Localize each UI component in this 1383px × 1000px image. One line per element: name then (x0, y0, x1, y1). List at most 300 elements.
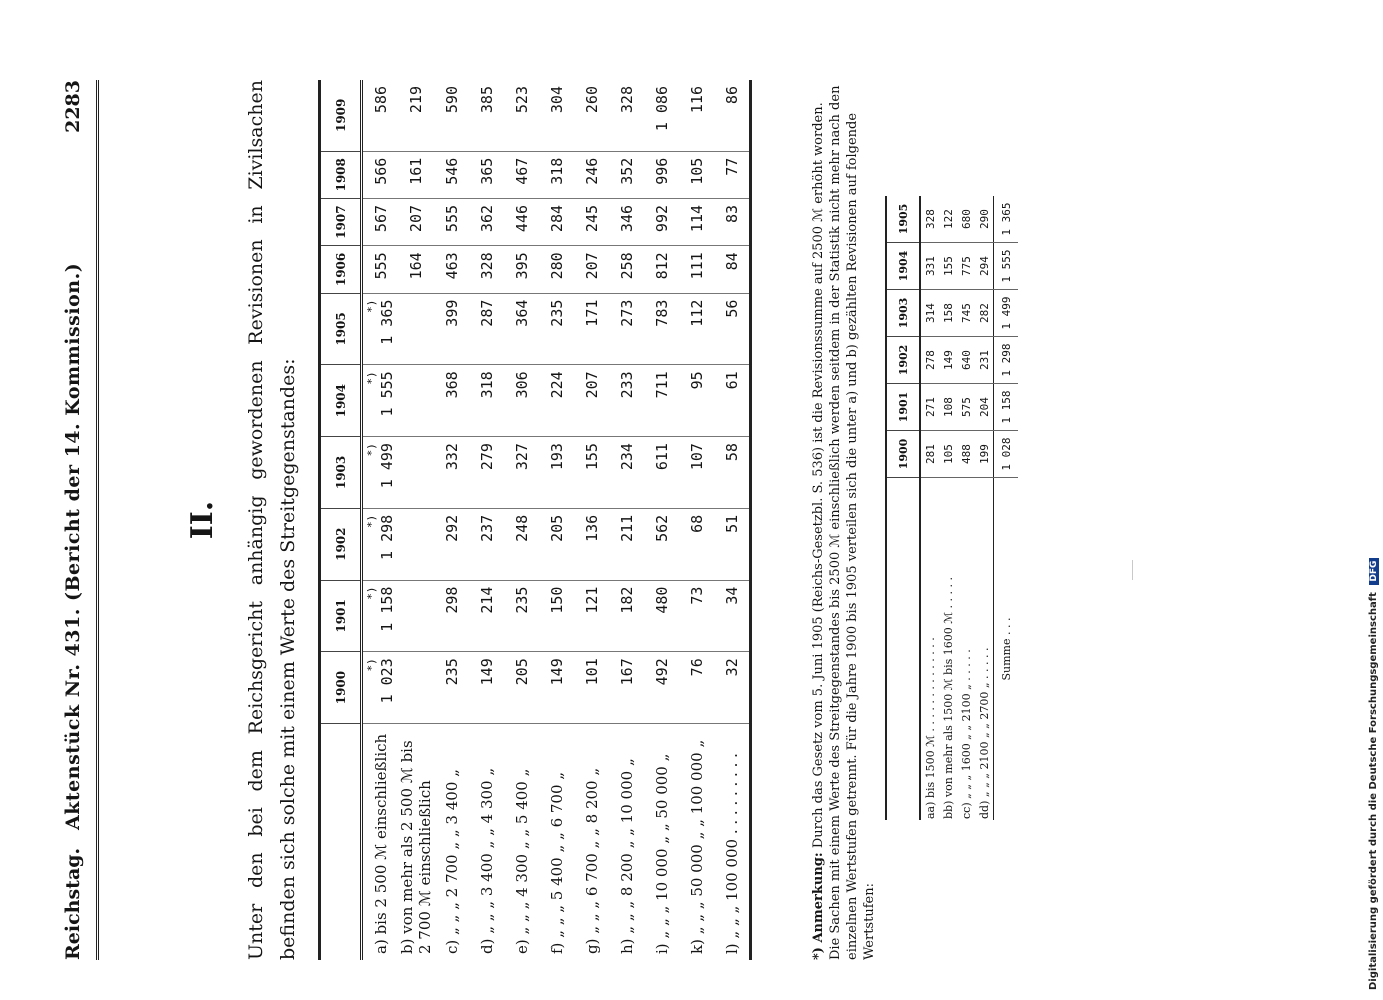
cell-value: 211 (617, 514, 636, 542)
cell-value: 279 (477, 443, 496, 471)
table-cell (574, 508, 609, 580)
table-row (679, 80, 714, 960)
table-cell: 105 (939, 431, 957, 478)
table-cell (398, 580, 434, 652)
row-label: g) „ „ „ 6 700 „ „ 8 200 „ (582, 767, 601, 954)
table-cell (574, 365, 609, 437)
row-label: bb) von mehr als 1500 ℳ bis 1600 ℳ . . . . . (941, 577, 955, 819)
cell-value: 783 (652, 299, 671, 327)
table-cell (609, 580, 644, 652)
cell-value: 1 086 (652, 86, 671, 132)
table-cell (539, 508, 574, 580)
cell-value: 365 (477, 157, 496, 185)
cell-value: 205 (512, 658, 531, 686)
table-cell (714, 246, 751, 293)
cell-value: 61 (722, 371, 741, 390)
cell-value: 237 (477, 514, 496, 542)
table-cell (469, 293, 504, 365)
cell-value: 101 (582, 658, 601, 686)
dfg-badge: DFG (1369, 558, 1379, 585)
table-cell (504, 80, 539, 151)
table-cell: 328 (920, 196, 939, 243)
table-cell (398, 246, 434, 293)
table-cell (469, 437, 504, 509)
cell-value: 362 (477, 204, 496, 233)
rotated-sheet (40, 80, 1070, 960)
cell-value: 304 (547, 86, 566, 114)
row-label: h) „ „ „ 8 200 „ „ 10 000 „ (617, 758, 636, 954)
table-cell (714, 365, 751, 437)
cell-value: 284 (547, 204, 566, 233)
section-intro: Unter den bei dem Reichsgericht anhängig gewordenen Revisionen in Zivilsachen befinden sich solche mit einem Werte des Streitgegenstandes: (245, 80, 299, 960)
cell-value: 562 (652, 514, 671, 542)
year-header: 1903 (320, 437, 362, 509)
cell-value: 492 (652, 658, 671, 686)
table-cell (574, 80, 609, 151)
cell-value: 318 (547, 157, 566, 185)
table-cell (574, 293, 609, 365)
year-header: 1905 (320, 293, 362, 365)
cell-value: 555 (371, 252, 390, 280)
table-cell (539, 80, 574, 151)
table-cell (539, 198, 574, 245)
table-cell: 122 (939, 196, 957, 243)
year-header: 1902 (886, 337, 920, 384)
sum-cell: 1 158 (994, 384, 1019, 431)
table-cell (644, 80, 679, 151)
table-cell (644, 652, 679, 724)
cell-value: 332 (442, 443, 461, 471)
table-cell (469, 198, 504, 245)
cell-value: 245 (582, 204, 601, 233)
table-cell (362, 580, 399, 652)
table-cell: 575 (957, 384, 975, 431)
year-header: 1904 (320, 365, 362, 437)
row-label: d) „ „ „ 3 400 „ „ 4 300 „ (477, 767, 496, 954)
sum-cell: 1 298 (994, 337, 1019, 384)
table-cell (539, 437, 574, 509)
year-header: 1905 (886, 196, 920, 243)
table-cell (539, 652, 574, 724)
table-cell (539, 246, 574, 293)
table-cell: 640 (957, 337, 975, 384)
cell-value: 116 (687, 86, 706, 114)
table-cell (504, 246, 539, 293)
table-row (574, 80, 609, 960)
table-cell (644, 246, 679, 293)
cell-value: 260 (582, 86, 601, 114)
cell-value: 1 298 (377, 514, 396, 560)
cell-value: 219 (407, 86, 425, 114)
table-cell (434, 198, 469, 245)
cell-value: 992 (652, 204, 671, 233)
value-bands-table (885, 196, 1018, 820)
table-cell (609, 246, 644, 293)
cell-value: 68 (687, 514, 706, 533)
table-row (434, 80, 469, 960)
table-cell (434, 580, 469, 652)
cell-value: 105 (687, 157, 706, 185)
table-cell (398, 652, 434, 724)
cell-value: 280 (547, 252, 566, 280)
year-header: 1909 (320, 80, 362, 151)
scan-mark (1132, 560, 1133, 580)
table-cell (574, 437, 609, 509)
table-cell (714, 580, 751, 652)
cell-value: 395 (512, 252, 531, 280)
table-cell: 680 (957, 196, 975, 243)
table-cell (362, 508, 399, 580)
table-cell (539, 293, 574, 365)
sum-cell: 1 028 (994, 431, 1019, 478)
table-cell (714, 437, 751, 509)
table-cell (539, 365, 574, 437)
table-cell (644, 293, 679, 365)
cell-value: 258 (617, 252, 636, 280)
table-cell: 149 (939, 337, 957, 384)
table-cell: 331 (920, 243, 939, 290)
table-cell (362, 437, 399, 509)
row-label: aa) bis 1500 ℳ . . . . . . . . . . . . . . (923, 637, 937, 819)
cell-value: 86 (722, 86, 741, 105)
table-cell (679, 151, 714, 198)
table-cell: 204 (975, 384, 994, 431)
cell-value: 149 (477, 658, 496, 686)
table-cell (609, 437, 644, 509)
table-cell (574, 580, 609, 652)
table-cell: 231 (975, 337, 994, 384)
row-label: cc) „ „ „ 1600 „ „ 2100 „ . . . . . (959, 649, 973, 819)
table-cell: 488 (957, 431, 975, 478)
table-cell (504, 508, 539, 580)
table-cell (469, 151, 504, 198)
row-label: l) „ „ „ 100 000 . . . . . . . . . (714, 724, 751, 961)
cell-value: 112 (687, 299, 706, 327)
table-cell (504, 652, 539, 724)
cell-value: 586 (371, 86, 390, 114)
footnote-star: *) (364, 658, 378, 672)
table-corner (320, 724, 362, 961)
table-cell (609, 652, 644, 724)
table-cell (644, 151, 679, 198)
table-cell (398, 80, 434, 151)
table-row (975, 196, 994, 820)
table-cell (714, 151, 751, 198)
cell-value: 84 (722, 252, 741, 271)
footnote-star: *) (364, 443, 378, 457)
dfg-credit (1368, 558, 1379, 990)
footnote-star: *) (364, 514, 378, 529)
cell-value: 111 (687, 252, 706, 280)
cell-value: 306 (512, 371, 531, 399)
cell-value: 590 (442, 86, 461, 114)
year-header: 1900 (320, 652, 362, 724)
table-cell (644, 580, 679, 652)
row-label: b) von mehr als 2 500 ℳ bis 2 700 ℳ einschließlich (398, 740, 434, 954)
cell-value: 1 365 (377, 299, 396, 345)
row-label: dd) „ „ „ 2100 „ „ 2700 „ . . . . . (977, 647, 991, 819)
table-cell (644, 508, 679, 580)
cell-value: 167 (617, 658, 636, 686)
table-cell (504, 365, 539, 437)
cell-value: 273 (617, 299, 636, 327)
table-cell (539, 151, 574, 198)
table-cell: 314 (920, 290, 939, 337)
cell-value: 327 (512, 443, 531, 471)
table-cell (644, 198, 679, 245)
table-row (939, 196, 957, 820)
table-cell (398, 198, 434, 245)
year-header: 1900 (886, 431, 920, 478)
cell-value: 1 499 (377, 443, 396, 489)
table-cell (434, 652, 469, 724)
sum-cell: 1 499 (994, 290, 1019, 337)
table-cell: 158 (939, 290, 957, 337)
cell-value: 34 (722, 586, 741, 605)
table-body (362, 80, 751, 960)
section-number: II. (185, 500, 220, 540)
table-cell (469, 246, 504, 293)
cell-value: 328 (617, 86, 636, 114)
table-cell: 290 (975, 196, 994, 243)
table-cell (574, 652, 609, 724)
table-cell: 282 (975, 290, 994, 337)
cell-value: 235 (512, 586, 531, 614)
cell-value: 246 (582, 157, 601, 185)
table-cell (434, 151, 469, 198)
cell-value: 233 (617, 371, 636, 399)
cell-value: 121 (582, 586, 601, 614)
table-cell: 199 (975, 431, 994, 478)
cell-value: 567 (371, 204, 390, 233)
cell-value: 1 158 (377, 586, 396, 632)
table-cell (434, 437, 469, 509)
table-cell (362, 246, 399, 293)
cell-value: 399 (442, 299, 461, 327)
table-cell (609, 151, 644, 198)
cell-value: 523 (512, 86, 531, 114)
cell-value: 1 555 (377, 371, 396, 417)
small-table-header-row (886, 196, 920, 820)
cell-value: 171 (582, 299, 601, 327)
footnote-star: *) (364, 299, 378, 313)
table-cell (434, 508, 469, 580)
table-cell (609, 198, 644, 245)
table-cell: 281 (920, 431, 939, 478)
table-cell (504, 580, 539, 652)
table-cell (609, 508, 644, 580)
year-header: 1904 (886, 243, 920, 290)
table-cell (644, 437, 679, 509)
cell-value: 298 (442, 586, 461, 614)
table-cell (362, 293, 399, 365)
table-cell (469, 652, 504, 724)
table-cell (434, 365, 469, 437)
table-cell (714, 652, 751, 724)
cell-value: 287 (477, 299, 496, 327)
table-row (398, 80, 434, 960)
table-cell: 155 (939, 243, 957, 290)
cell-value: 248 (512, 514, 531, 542)
cell-value: 292 (442, 514, 461, 542)
table-cell (469, 80, 504, 151)
table-cell (539, 580, 574, 652)
cell-value: 214 (477, 586, 496, 614)
table-cell (362, 652, 399, 724)
cell-value: 182 (617, 586, 636, 614)
table-cell (679, 508, 714, 580)
footnote-text: Durch das Gesetz vom 5. Juni 1905 (Reichs-Gesetzbl. S. 536) ist die Revisionssumme auf 2500 ℳ erhöht worden. Die Sachen mit einem Werte des Streitgegenstandes bis 2500 ℳ einschließlich werden seitdem in der Statistik nicht mehr nach den einzelnen Wertstufen getrennt. Für die Jahre 1900 bis 1905 verteilen sich die unter a) und b) gezählten Revisionen auf folgende Wertstufen: (811, 85, 877, 960)
table-row (920, 196, 939, 820)
header-left: Reichstag. (62, 847, 84, 960)
table-cell (574, 198, 609, 245)
table-cell (679, 580, 714, 652)
table-cell (609, 80, 644, 151)
table-cell: 278 (920, 337, 939, 384)
row-label: i) „ „ „ 10 000 „ „ 50 000 „ (652, 753, 671, 954)
cell-value: 566 (371, 157, 390, 185)
table-cell (679, 246, 714, 293)
table-cell (609, 293, 644, 365)
cell-value: 58 (722, 443, 741, 462)
table-cell (679, 437, 714, 509)
cell-value: 207 (407, 204, 425, 233)
cell-value: 76 (687, 658, 706, 677)
table-cell (434, 80, 469, 151)
cell-value: 235 (442, 658, 461, 686)
table-row (362, 80, 399, 960)
table-row (469, 80, 504, 960)
credit-text: Digitalisierung gefördert durch die Deutsche Forschungsgemeinschaft (1368, 592, 1379, 990)
table-row (539, 80, 574, 960)
cell-value: 364 (512, 299, 531, 327)
table-cell (398, 437, 434, 509)
table-cell (362, 151, 399, 198)
year-header: 1908 (320, 151, 362, 198)
table-cell: 745 (957, 290, 975, 337)
table-cell (504, 293, 539, 365)
cell-value: 161 (407, 157, 425, 185)
table-cell (469, 508, 504, 580)
table-row (644, 80, 679, 960)
cell-value: 812 (652, 252, 671, 280)
cell-value: 1 023 (377, 658, 396, 704)
table-cell (679, 652, 714, 724)
table-cell (434, 246, 469, 293)
table-cell (434, 293, 469, 365)
footnote-star: *) (364, 586, 378, 600)
page-number: 2283 (62, 80, 84, 133)
cell-value: 555 (442, 204, 461, 233)
cell-value: 346 (617, 204, 636, 233)
cell-value: 207 (582, 252, 601, 280)
table-cell (714, 508, 751, 580)
table-cell: 271 (920, 384, 939, 431)
cell-value: 235 (547, 299, 566, 327)
row-label: f) „ „ „ 5 400 „ „ 6 700 „ (547, 771, 566, 954)
table-cell (574, 246, 609, 293)
cell-value: 107 (687, 443, 706, 471)
table-cell (362, 80, 399, 151)
table-row (504, 80, 539, 960)
cell-value: 51 (722, 514, 741, 533)
page-header (60, 80, 94, 960)
footnote-star: *) (364, 371, 378, 385)
year-header: 1901 (320, 580, 362, 652)
table-row (714, 80, 751, 960)
table-cell (679, 80, 714, 151)
cell-value: 207 (582, 371, 601, 399)
header-title: Aktenstück Nr. 431. (Bericht der 14. Kommission.) (62, 262, 84, 830)
cell-value: 95 (687, 371, 706, 390)
table-cell (679, 365, 714, 437)
table-cell (398, 508, 434, 580)
table-cell (398, 151, 434, 198)
footnote-marker: *) Anmerkung: (811, 852, 826, 960)
cell-value: 193 (547, 443, 566, 471)
table-cell (504, 437, 539, 509)
cell-value: 467 (512, 157, 531, 185)
small-table-corner (886, 478, 920, 821)
cell-value: 611 (652, 443, 671, 471)
small-table-body (920, 196, 1018, 820)
table-cell (398, 365, 434, 437)
cell-value: 77 (722, 157, 741, 176)
cell-value: 480 (652, 586, 671, 614)
table-cell: 294 (975, 243, 994, 290)
table-row (957, 196, 975, 820)
revisions-table (318, 80, 752, 960)
sum-label: Summe . . . (994, 478, 1019, 821)
cell-value: 446 (512, 204, 531, 233)
table-cell (469, 580, 504, 652)
cell-value: 463 (442, 252, 461, 280)
cell-value: 368 (442, 371, 461, 399)
cell-value: 150 (547, 586, 566, 614)
cell-value: 73 (687, 586, 706, 605)
cell-value: 352 (617, 157, 636, 185)
cell-value: 711 (652, 371, 671, 399)
table-cell (362, 365, 399, 437)
table-cell (504, 198, 539, 245)
footnote (810, 80, 878, 960)
cell-value: 114 (687, 204, 706, 233)
table-cell (644, 365, 679, 437)
table-cell (504, 151, 539, 198)
year-header: 1902 (320, 508, 362, 580)
table-cell (714, 198, 751, 245)
row-label: e) „ „ „ 4 300 „ „ 5 400 „ (512, 768, 531, 954)
cell-value: 136 (582, 514, 601, 542)
cell-value: 149 (547, 658, 566, 686)
cell-value: 385 (477, 86, 496, 114)
year-header: 1901 (886, 384, 920, 431)
cell-value: 155 (582, 443, 601, 471)
table-cell: 108 (939, 384, 957, 431)
table-cell (469, 365, 504, 437)
header-rule (96, 80, 99, 960)
row-label: k) „ „ „ 50 000 „ „ 100 000 „ (687, 739, 706, 954)
table-cell (714, 293, 751, 365)
table-cell (714, 80, 751, 151)
row-label: c) „ „ „ 2 700 „ „ 3 400 „ (442, 769, 461, 954)
table-cell (679, 198, 714, 245)
cell-value: 318 (477, 371, 496, 399)
cell-value: 164 (407, 252, 425, 280)
cell-value: 996 (652, 157, 671, 185)
table-cell (609, 365, 644, 437)
cell-value: 234 (617, 443, 636, 471)
